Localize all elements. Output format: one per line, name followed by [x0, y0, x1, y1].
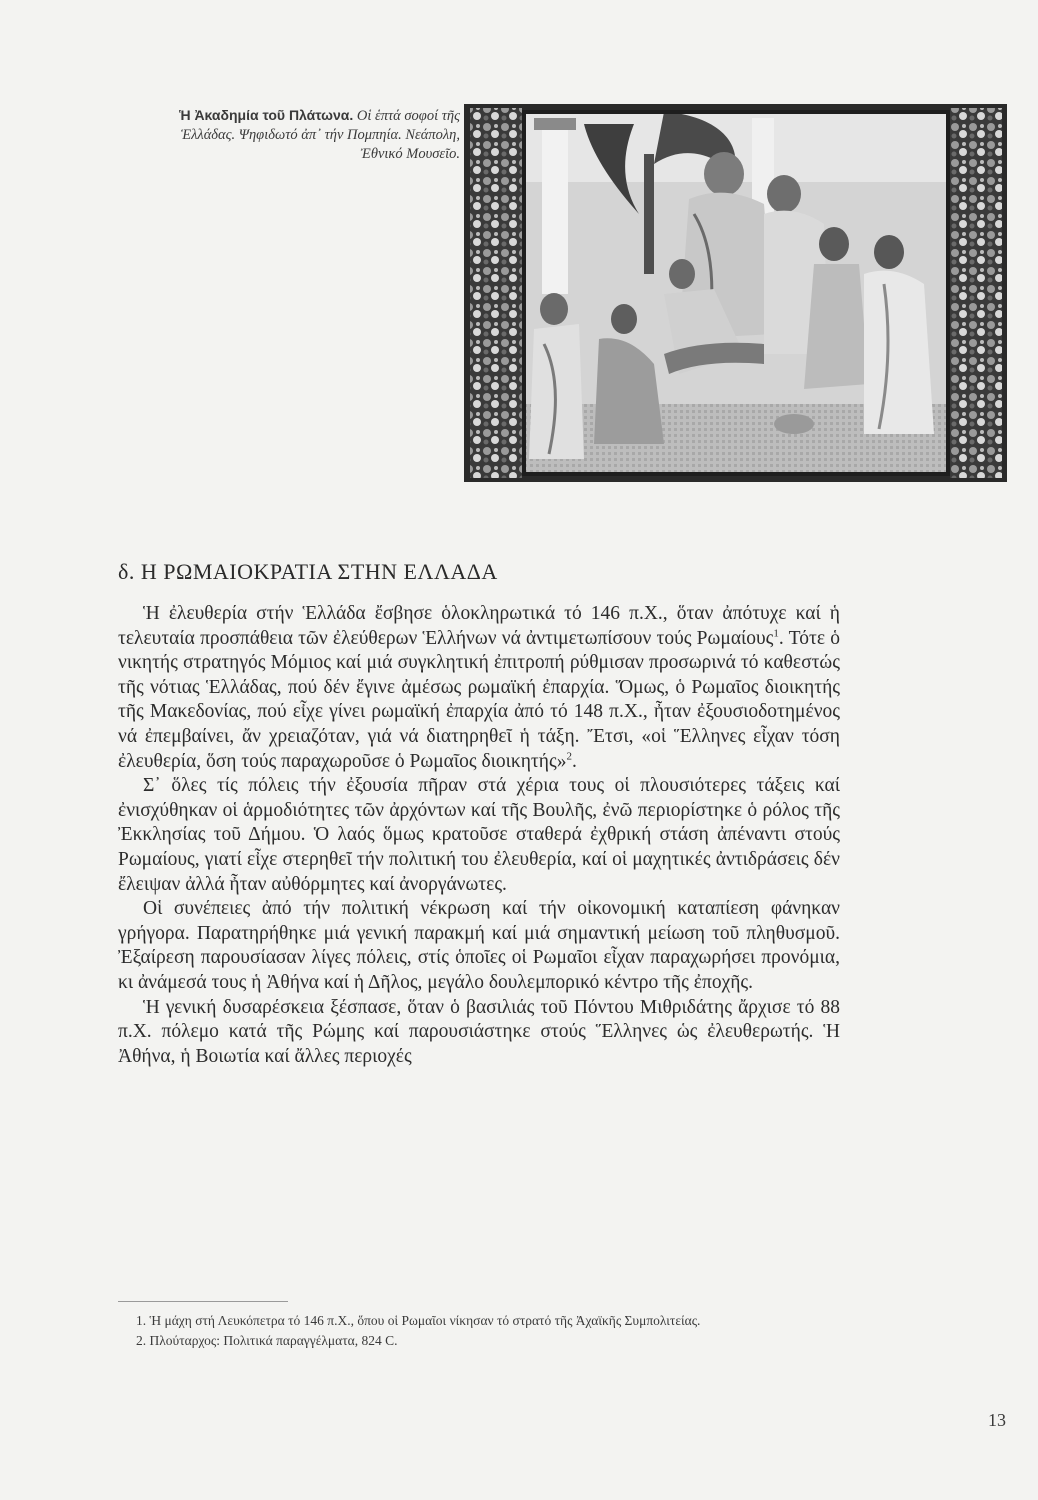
footnotes [118, 1311, 840, 1350]
section-heading: δ. Η ΡΩΜΑΙΟΚΡΑΤΙΑ ΣΤΗΝ ΕΛΛΑΔΑ [118, 559, 498, 584]
figure-caption [150, 106, 460, 164]
footnote-1: 1. Ἡ μάχη στή Λευκόπετρα τό 146 π.Χ., ὅπου οἱ Ρωμαῖοι νίκησαν τό στρατό τῆς Ἀχαϊκῆς Συμπολιτείας. [136, 1313, 701, 1328]
page-number: 13 [988, 1410, 1006, 1430]
footnote-ref-1: 1 [773, 627, 779, 640]
paragraph-4: Ἡ γενική δυσαρέσκεια ξέσπασε, ὅταν ὁ βασιλιάς τοῦ Πόντου Μιθριδάτης ἄρχισε τό 88 π.Χ. πόλεμο κατά τῆς Ρώμης καί παρουσιάστηκε στούς Ἕλληνες ὡς ἐλευθερωτής. Ἡ Ἀθήνα, ἡ Βοιωτία καί ἄλλες περιοχές [118, 996, 840, 1067]
footnote-ref-2: 2 [566, 750, 572, 763]
mosaic-illustration [464, 104, 1007, 482]
mosaic-image [464, 104, 1007, 482]
paragraph-3: Οἱ συνέπειες ἀπό τήν πολιτική νέκρωση καί τήν οἰκονομική καταπίεση φάνηκαν γρήγορα. Παρατηρήθηκε μιά γενική παρακμή καί μιά σημαντική μείωση τοῦ πληθυσμοῦ. Ἐξαίρεση παρουσίασαν λίγες πόλεις, στίς ὁποῖες οἱ Ρωμαῖοι εἶχαν παραχωρήσει προνόμια, κι ἀνάμεσά τους ἡ Ἀθήνα καί ἡ Δῆλος, μεγάλο δουλεμπορικό κέντρο τῆς ἐποχῆς. [118, 898, 840, 993]
footnote-2: 2. Πλούταρχος: Πολιτικά παραγγέλματα, 824 C. [136, 1332, 398, 1348]
caption-text: Οἱ ἑπτά σοφοί τῆς Ἑλλάδας. Ψηφιδωτό ἀπ᾽ τήν Πομπηία. Νεάπολη, Ἐθνικό Μουσεῖο. [180, 108, 460, 162]
paragraph-1 [118, 602, 840, 774]
paragraph-1-part-a: Ἡ ἐλευθερία στήν Ἑλλάδα ἔσβησε ὁλοκληρωτικά τό 146 π.Χ., ὅταν ἀπότυχε καί ἡ τελευταία προσπάθεια τῶν ἐλεύθερων Ἑλλήνων νά ἀντιμετωπίσουν τούς Ρωμαίους [118, 603, 840, 649]
body-text [118, 602, 840, 1069]
paragraph-1-part-b: . Τότε ὁ νικητής στρατηγός Μόμιος καί μιά συγκλητική ἐπιτροπή ρύθμισαν προσωρινά τό καθεστώς τῆς νότιας Ἑλλάδας, πού δέν ἔγινε ἀμέσως ρωμαϊκή ἐπαρχία. Ὅμως, ὁ Ρωμαῖος διοικητής τῆς Μακεδονίας, πού εἶχε γίνει ρωμαϊκή ἐπαρχία ἀπό τό 148 π.Χ., ἦταν ἐξουσιοδοτημένος νά ἐπεμβαίνει, ἄν χρειαζόταν, γιά νά διατηρηθεῖ ἡ τάξη. Ἔτσι, «οἱ Ἕλληνες εἶχαν τόση ἐλευθερία, ὅση τούς παραχωροῦσε ὁ Ρωμαῖος διοικητής» [118, 627, 840, 772]
footnote-divider [118, 1301, 288, 1302]
paragraph-1-part-c: . [571, 750, 577, 772]
caption-title: Ἡ Ἀκαδημία τοῦ Πλάτωνα. [179, 107, 354, 123]
paragraph-2: Σ᾽ ὅλες τίς πόλεις τήν ἐξουσία πῆραν στά χέρια τους οἱ πλουσιότερες τάξεις καί ἐνισχύθηκαν οἱ ἁρμοδιότητες τῶν ἀρχόντων καί τῆς Βουλῆς, ἐνῶ περιορίστηκε ὁ ρόλος τῆς Ἐκκλησίας τοῦ Δήμου. Ὁ λαός ὅμως κρατοῦσε σταθερά ἐχθρική στάση ἀπέναντι στούς Ρωμαίους, γιατί εἶχε στερηθεῖ τήν πολιτική του ἐλευθερία, καί οἱ μαχητικές ἀντιδράσεις δέν ἔλειψαν ἀλλά ἦταν αὐθόρμητες καί ἀνοργάνωτες. [118, 775, 840, 895]
